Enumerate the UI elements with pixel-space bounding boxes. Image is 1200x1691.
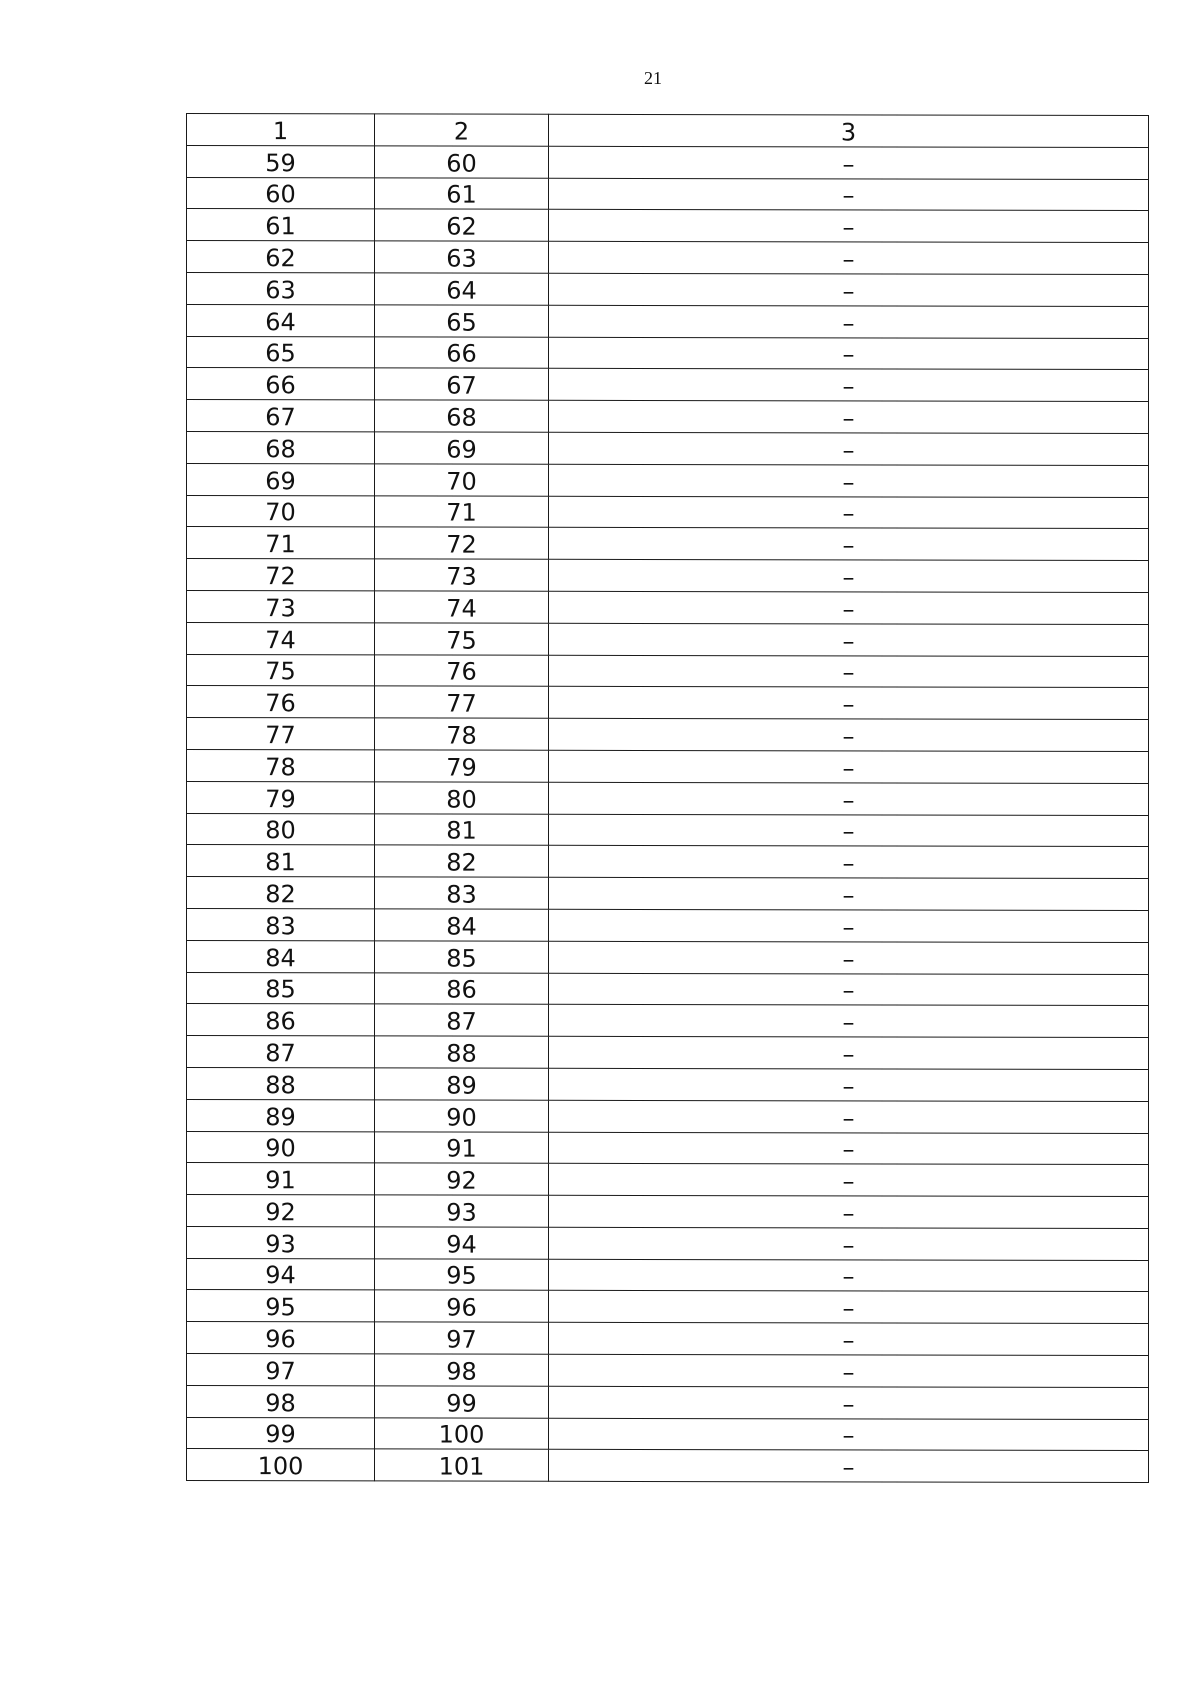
- table-cell-col-2: 95: [375, 1259, 549, 1291]
- table-cell-col-3: –: [549, 591, 1149, 624]
- table-cell-col-3: –: [549, 782, 1149, 815]
- table-cell-col-3: –: [549, 1386, 1149, 1419]
- table-row: [187, 1417, 1149, 1451]
- table-cell-col-3: –: [549, 973, 1149, 1006]
- table-cell-col-1: 91: [187, 1163, 375, 1195]
- table-cell-col-2: 101: [375, 1449, 549, 1481]
- table-row: [187, 845, 1149, 879]
- table-row: [187, 877, 1149, 911]
- table-row: [187, 209, 1149, 243]
- table-cell-col-2: 99: [375, 1386, 549, 1418]
- table-cell-col-2: 92: [375, 1163, 549, 1195]
- table-row: [187, 431, 1149, 465]
- table-cell-col-3: –: [549, 846, 1149, 879]
- table-row: [187, 622, 1149, 656]
- table-cell-col-3: –: [549, 655, 1149, 688]
- table-cell-col-1: 83: [187, 908, 375, 940]
- table-cell-col-2: 64: [375, 273, 549, 305]
- table-cell-col-1: 75: [187, 654, 375, 686]
- table-cell-col-1: 79: [187, 781, 375, 813]
- table-cell-col-3: –: [549, 718, 1149, 751]
- table-row: [187, 1195, 1149, 1229]
- table-cell-col-1: 72: [187, 559, 375, 591]
- table-cell-col-2: 88: [375, 1036, 549, 1068]
- table-cell-col-3: –: [549, 400, 1149, 433]
- table-row: [187, 1449, 1149, 1483]
- table-cell-col-3: –: [549, 1068, 1149, 1101]
- table-cell-col-1: 64: [187, 304, 375, 336]
- table-cell-col-1: 93: [187, 1226, 375, 1258]
- table-row: [187, 686, 1149, 720]
- table-cell-col-2: 82: [375, 845, 549, 877]
- table-cell-col-3: –: [549, 1036, 1149, 1069]
- table-cell-col-2: 93: [375, 1195, 549, 1227]
- table-cell-col-2: 84: [375, 909, 549, 941]
- table-cell-col-2: 63: [375, 241, 549, 273]
- table-cell-col-2: 70: [375, 464, 549, 496]
- table-cell-col-1: 92: [187, 1195, 375, 1227]
- table-row: [187, 1163, 1149, 1197]
- table-cell-col-3: –: [549, 1227, 1149, 1260]
- table-row: [187, 1258, 1149, 1292]
- table-row: [187, 781, 1149, 815]
- table-row: [187, 1322, 1149, 1356]
- table-cell-col-2: 78: [375, 718, 549, 750]
- table-cell-col-2: 71: [375, 495, 549, 527]
- table-cell-col-3: –: [549, 877, 1149, 910]
- table-header-row: [187, 114, 1149, 148]
- table-cell-col-3: –: [549, 146, 1149, 179]
- table-cell-col-2: 96: [375, 1290, 549, 1322]
- table-row: [187, 1354, 1149, 1388]
- table-cell-col-3: –: [549, 1195, 1149, 1228]
- table-row: [187, 1290, 1149, 1324]
- table-row: [187, 1099, 1149, 1133]
- table-cell-col-3: –: [549, 814, 1149, 847]
- table-cell-col-1: 88: [187, 1067, 375, 1099]
- table-cell-col-1: 70: [187, 495, 375, 527]
- table-cell-col-3: –: [549, 528, 1149, 561]
- table-cell-col-3: –: [549, 464, 1149, 497]
- table-row: [187, 972, 1149, 1006]
- table-cell-col-1: 68: [187, 431, 375, 463]
- table-cell-col-2: 75: [375, 623, 549, 655]
- table-row: [187, 718, 1149, 752]
- table-row: [187, 145, 1149, 179]
- table-cell-col-1: 62: [187, 241, 375, 273]
- table-cell-col-3: –: [549, 1132, 1149, 1165]
- table-cell-col-3: –: [549, 1100, 1149, 1133]
- table-cell-col-2: 80: [375, 782, 549, 814]
- table-cell-col-3: –: [549, 241, 1149, 274]
- table-cell-col-2: 81: [375, 813, 549, 845]
- data-table: [186, 113, 1149, 1483]
- table-cell-col-1: 96: [187, 1322, 375, 1354]
- table-row: [187, 400, 1149, 434]
- table-cell-col-2: 65: [375, 305, 549, 337]
- table-cell-col-1: 65: [187, 336, 375, 368]
- table-cell-col-3: –: [549, 369, 1149, 402]
- table-cell-col-2: 89: [375, 1068, 549, 1100]
- table-row: [187, 1067, 1149, 1101]
- table-cell-col-1: 67: [187, 400, 375, 432]
- table-cell-col-1: 66: [187, 368, 375, 400]
- table-cell-col-3: –: [549, 559, 1149, 592]
- table-cell-col-3: –: [549, 1323, 1149, 1356]
- table-cell-col-1: 98: [187, 1385, 375, 1417]
- table-cell-col-1: 69: [187, 463, 375, 495]
- table-cell-col-3: –: [549, 273, 1149, 306]
- table-row: [187, 1036, 1149, 1070]
- table-cell-col-2: 68: [375, 400, 549, 432]
- table-cell-col-2: 72: [375, 527, 549, 559]
- table-cell-col-3: –: [549, 1418, 1149, 1451]
- table-cell-col-1: 87: [187, 1036, 375, 1068]
- table-cell-col-1: 80: [187, 813, 375, 845]
- table-cell-col-3: –: [549, 496, 1149, 529]
- table-cell-col-1: 81: [187, 845, 375, 877]
- table-cell-col-2: 91: [375, 1131, 549, 1163]
- table-cell-col-1: 60: [187, 177, 375, 209]
- page-number: 21: [644, 68, 662, 88]
- table-cell-col-1: 76: [187, 686, 375, 718]
- table-cell-col-1: 100: [187, 1449, 375, 1481]
- table-cell-col-3: –: [549, 623, 1149, 656]
- table-cell-col-2: 73: [375, 559, 549, 591]
- table-cell-col-1: 71: [187, 527, 375, 559]
- table-cell-col-2: 61: [375, 177, 549, 209]
- table-cell-col-3: –: [549, 337, 1149, 370]
- table-cell-col-2: 94: [375, 1227, 549, 1259]
- table-cell-col-1: 94: [187, 1258, 375, 1290]
- table-cell-col-3: –: [549, 1259, 1149, 1292]
- table-row: [187, 368, 1149, 402]
- table-cell-col-2: 60: [375, 146, 549, 178]
- table-row: [187, 590, 1149, 624]
- table-cell-col-3: –: [549, 432, 1149, 465]
- table-body: [187, 114, 1149, 1483]
- table-cell-col-1: 61: [187, 209, 375, 241]
- table-cell-col-2: 77: [375, 686, 549, 718]
- table-row: [187, 495, 1149, 529]
- table-cell-col-1: 99: [187, 1417, 375, 1449]
- table-cell-col-2: 69: [375, 432, 549, 464]
- table-cell-col-1: 78: [187, 749, 375, 781]
- table-row: [187, 527, 1149, 561]
- table-row: [187, 1385, 1149, 1419]
- table-cell-col-3: –: [549, 1450, 1149, 1483]
- table-row: [187, 177, 1149, 211]
- table-cell-col-2: 87: [375, 1004, 549, 1036]
- table-cell-col-3: –: [549, 909, 1149, 942]
- table-row: [187, 940, 1149, 974]
- table-row: [187, 1004, 1149, 1038]
- table-row: [187, 304, 1149, 338]
- table-cell-col-3: –: [549, 1164, 1149, 1197]
- table-row: [187, 272, 1149, 306]
- table-cell-col-1: 59: [187, 145, 375, 177]
- table-row: [187, 463, 1149, 497]
- table-row: [187, 1226, 1149, 1260]
- table-cell-col-2: 62: [375, 209, 549, 241]
- column-header-2: 2: [375, 114, 549, 146]
- table-cell-col-2: 90: [375, 1100, 549, 1132]
- table-row: [187, 654, 1149, 688]
- table-cell-col-2: 66: [375, 336, 549, 368]
- table-cell-col-1: 73: [187, 590, 375, 622]
- table-cell-col-3: –: [549, 1291, 1149, 1324]
- table-cell-col-3: –: [549, 750, 1149, 783]
- table-cell-col-2: 74: [375, 591, 549, 623]
- table-cell-col-3: –: [549, 687, 1149, 720]
- table-cell-col-3: –: [549, 941, 1149, 974]
- table-cell-col-2: 85: [375, 941, 549, 973]
- table-cell-col-1: 77: [187, 718, 375, 750]
- table-cell-col-2: 100: [375, 1418, 549, 1450]
- table-row: [187, 559, 1149, 593]
- table-cell-col-2: 79: [375, 750, 549, 782]
- table-cell-col-1: 95: [187, 1290, 375, 1322]
- table-cell-col-1: 82: [187, 877, 375, 909]
- column-header-1: 1: [187, 114, 375, 146]
- table-cell-col-2: 98: [375, 1354, 549, 1386]
- table-cell-col-1: 89: [187, 1099, 375, 1131]
- table-cell-col-1: 97: [187, 1354, 375, 1386]
- table-cell-col-2: 97: [375, 1322, 549, 1354]
- table-row: [187, 813, 1149, 847]
- table-row: [187, 336, 1149, 370]
- table-cell-col-1: 74: [187, 622, 375, 654]
- table-cell-col-2: 83: [375, 877, 549, 909]
- table-row: [187, 241, 1149, 275]
- table-cell-col-1: 90: [187, 1131, 375, 1163]
- table-cell-col-1: 84: [187, 940, 375, 972]
- table-cell-col-3: –: [549, 210, 1149, 243]
- table-cell-col-1: 63: [187, 272, 375, 304]
- table-row: [187, 749, 1149, 783]
- column-header-3: 3: [549, 114, 1149, 147]
- table-cell-col-2: 86: [375, 972, 549, 1004]
- table-cell-col-3: –: [549, 178, 1149, 211]
- table-row: [187, 908, 1149, 942]
- table-cell-col-1: 85: [187, 972, 375, 1004]
- table-cell-col-3: –: [549, 305, 1149, 338]
- table-cell-col-2: 67: [375, 368, 549, 400]
- table-cell-col-3: –: [549, 1005, 1149, 1038]
- table-cell-col-2: 76: [375, 654, 549, 686]
- table-row: [187, 1131, 1149, 1165]
- table-cell-col-1: 86: [187, 1004, 375, 1036]
- table-cell-col-3: –: [549, 1354, 1149, 1387]
